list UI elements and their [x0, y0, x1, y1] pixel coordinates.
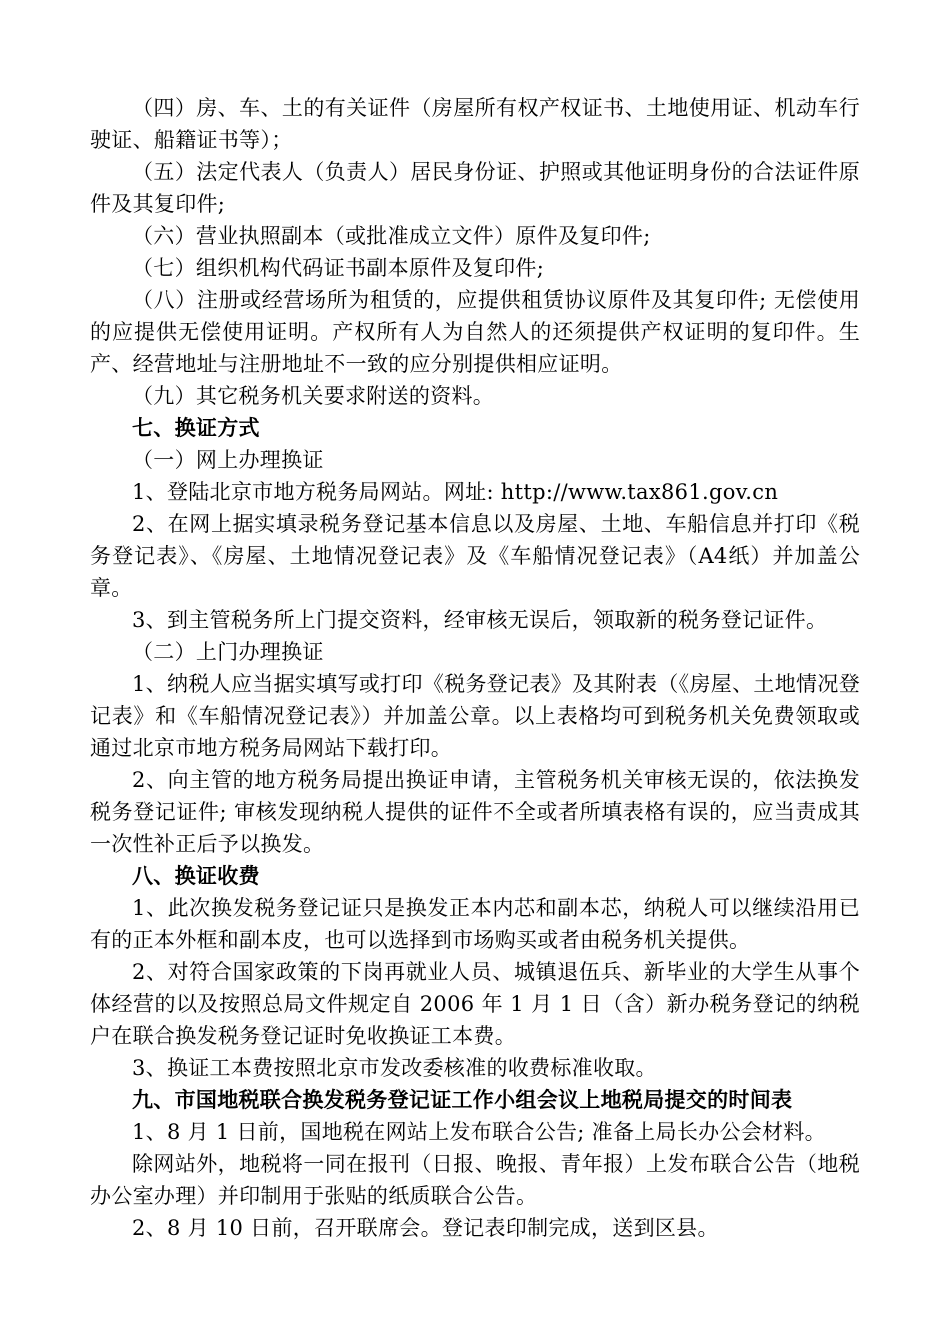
schedule-item-2: 2、8 月 10 日前，召开联席会。登记表印制完成，送到区县。 — [132, 1216, 719, 1240]
in-person-step-2: 2、向主管的地方税务局提出换证申请，主管税务机关审核无误的，依法换发税务登记证件; 审核发现纳税人提供的证件不全或者所填表格有误的，应当责成其一次性补正后予以换发。 — [90, 768, 860, 856]
subsection-heading-online: （一）网上办理换证 — [132, 448, 324, 472]
paragraph-item-8: （八）注册或经营场所为租赁的，应提供租赁协议原件及其复印件; 无偿使用的应提供无偿使用证明。产权所有人为自然人的还须提供产权证明的复印件。生产、经营地址与注册地址不一致的应分别提供相应证明。 — [90, 288, 860, 376]
online-step-3: 3、到主管税务所上门提交资料，经审核无误后，领取新的税务登记证件。 — [132, 608, 828, 632]
paragraph-item-4: （四）房、车、土的有关证件（房屋所有权产权证书、土地使用证、机动车行驶证、船籍证书等）； — [90, 96, 860, 152]
section-heading-9: 九、市国地税联合换发税务登记证工作小组会议上地税局提交的时间表 — [132, 1087, 793, 1112]
schedule-item-1: 1、8 月 1 日前，国地税在网站上发布联合公告; 准备上局长办公会材料。 — [132, 1120, 826, 1144]
paragraph-item-6: （六）营业执照副本（或批准成立文件）原件及复印件; — [132, 224, 651, 248]
fee-item-2: 2、对符合国家政策的下岗再就业人员、城镇退伍兵、新毕业的大学生从事个体经营的以及按照总局文件规定自 2006 年 1 月 1 日（含）新办税务登记的纳税户在联合换发税务登记证时免收换证工本费。 — [90, 960, 860, 1048]
paragraph-item-5: （五）法定代表人（负责人）居民身份证、护照或其他证明身份的合法证件原件及其复印件; — [90, 160, 860, 216]
online-step-2: 2、在网上据实填录税务登记基本信息以及房屋、土地、车船信息并打印《税务登记表》、《房屋、土地情况登记表》及《车船情况登记表》（A4纸）并加盖公章。 — [90, 512, 860, 600]
section-heading-8: 八、换证收费 — [132, 863, 260, 888]
paragraph-item-7: （七）组织机构代码证书副本原件及复印件; — [132, 256, 545, 280]
subsection-heading-in-person: （二）上门办理换证 — [132, 640, 324, 664]
fee-item-3: 3、换证工本费按照北京市发改委核准的收费标准收取。 — [132, 1056, 657, 1080]
in-person-step-1: 1、纳税人应当据实填写或打印《税务登记表》及其附表（《房屋、土地情况登记表》和《车船情况登记表》）并加盖公章。以上表格均可到税务机关免费领取或通过北京市地方税务局网站下载打印。 — [90, 672, 860, 760]
document-body — [90, 92, 860, 1244]
paragraph-item-9: （九）其它税务机关要求附送的资料。 — [132, 384, 495, 408]
fee-item-1: 1、此次换发税务登记证只是换发正本内芯和副本芯，纳税人可以继续沿用已有的正本外框和副本皮，也可以选择到市场购买或者由税务机关提供。 — [90, 896, 860, 952]
online-step-1: 1、登陆北京市地方税务局网站。网址: http://www.tax861.gov.cn — [132, 480, 779, 504]
section-heading-7: 七、换证方式 — [132, 415, 260, 440]
schedule-note: 除网站外，地税将一同在报刊（日报、晚报、青年报）上发布联合公告（地税办公室办理）并印制用于张贴的纸质联合公告。 — [90, 1152, 860, 1208]
